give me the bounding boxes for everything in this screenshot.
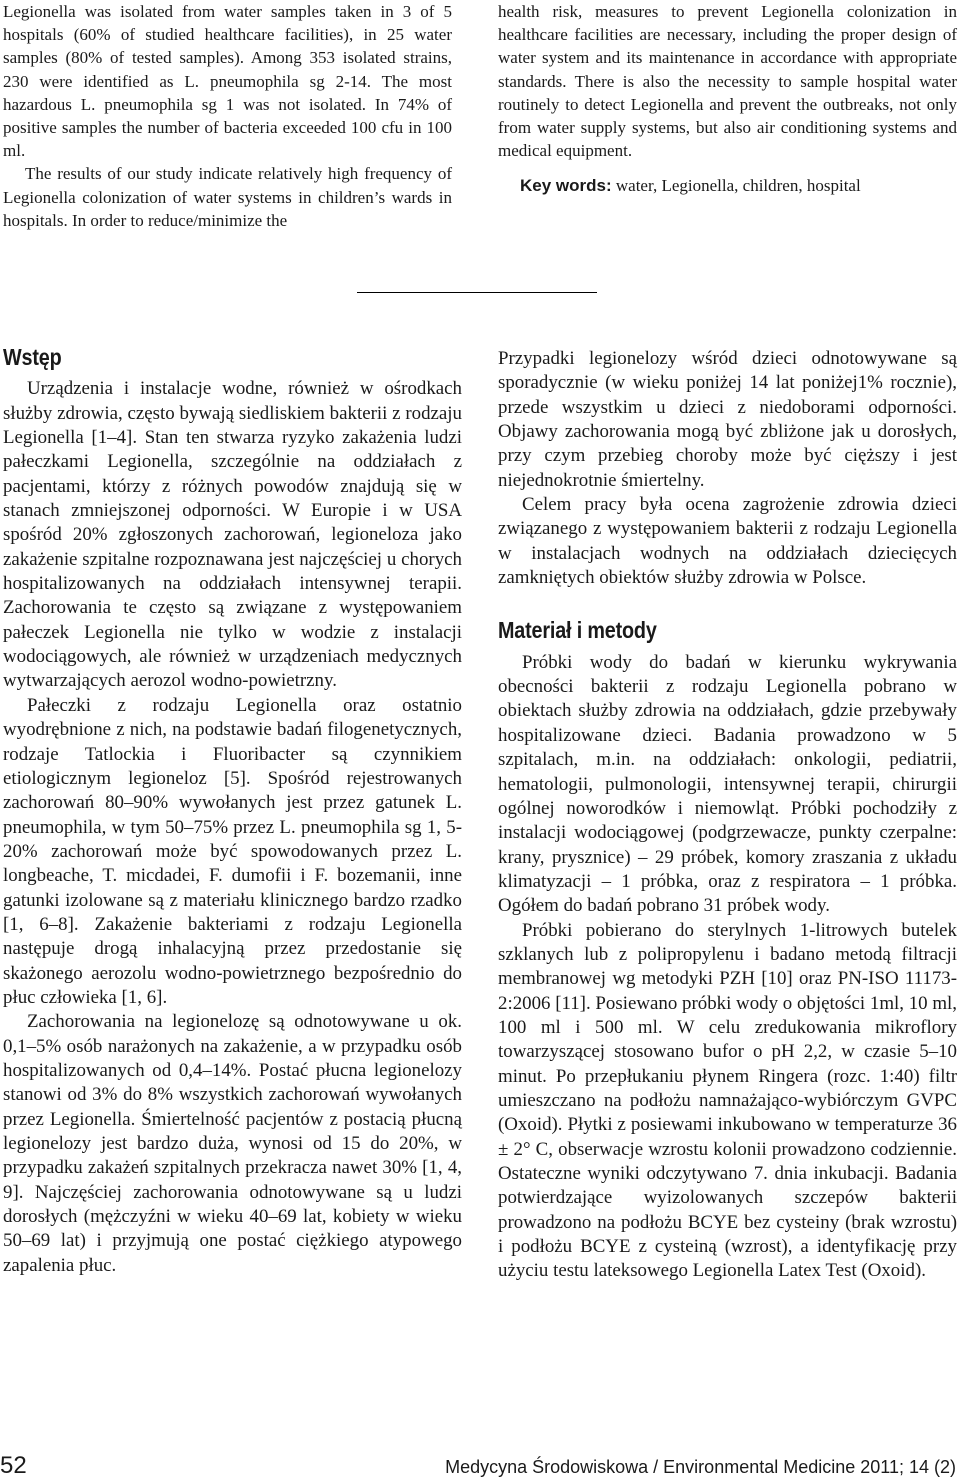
section-title-intro: Wstęp xyxy=(3,344,62,370)
body-right-column xyxy=(498,347,957,1284)
keywords-label: Key words: xyxy=(520,176,612,196)
body-paragraph: Próbki pobierano do sterylnych 1-litrowych butelek szklanych lub z polipropylenu i badano metodą filtracji membranowej wg metodyki PZH [10] oraz PN-ISO 11173-2:2006 [11]. Posiewano próbki wody o objętości 1ml, 10 ml, 100 ml i 500 ml. W celu zredukowania mikroflory towarzyszącej stosowano bufor o pH 2,2, w czasie 5–10 minut. Po przepłukaniu płynem Ringera (rozc. 1:40) filtr umieszczano na podłożu namnażająco-wybiórczym GVPC (Oxoid). Płytki z posiewami inkubowano w temperaturze 36 ± 2° C, obserwacje wzrostu kolonii prowadzono codziennie. Ostateczne wyniki odczytywano 7. dnia inkubacji. Badania potwierdzające wyizolowanych szczepów bakterii prowadzono na podłożu BCYE bez cysteiny (brak wzrostu) i podłożu BCYE z cysteiną (wzrost), a identyfikację przy użyciu testu lateksowego Legionella Latex Test (Oxoid). xyxy=(498,919,957,1282)
abstract-paragraph: health risk, measures to prevent Legionella colonization in healthcare facilities are necessary, including the proper design of water system and its maintenance in accordance with appropriate standards. There is also the necessity to sample hospital water routinely to detect Legionella and prevent the outbreaks, not only from water supply systems, but also air conditioning systems and medical equipment. xyxy=(498,2,957,161)
keywords-line xyxy=(498,174,957,197)
keywords-value: water, Legionella, children, hospital xyxy=(615,176,861,196)
body-paragraph: Urządzenia i instalacje wodne, również w ośrodkach służby zdrowia, często bywają siedliskiem bakterii z rodzaju Legionella [1–4]. Stan ten stwarza ryzyko zakażenia ludzi pałeczkami Legionella, szczególnie na oddziałach z pacjentami, którzy z różnych powodów znajdują się w stanach zmniejszonej odporności. W Europie i w USA spośród 20% zgłoszonych zachorowań, legioneloza jako zakażenie szpitalne rozpoznawana jest najczęściej u chorych hospitalizowanych na oddziałach intensywnej terapii. Zachorowania te często są związane z występowaniem pałeczek Legionella nie tylko w wodzie z instalacji wodociągowych, ale również w urządzeniach medycznych wytwarzających aerozol wodno-powietrzny. xyxy=(3,378,462,692)
abstract-right-column xyxy=(498,0,957,198)
body-left-column xyxy=(3,345,462,1278)
section-title-methods: Materiał i metody xyxy=(498,617,657,644)
page-number: 52 xyxy=(0,1452,27,1479)
body-paragraph: Pałeczki z rodzaju Legionella oraz ostatnio wyodrębnione z nich, na podstawie badań filogenetycznych, rodzaje Tatlockia i Fluoribacter są czynnikiem etiologicznym legioneloz [5]. Spośród rejestrowanych zachorowań 80–90% wywołanych jest przez gatunek L. pneumophila, w tym 50–75% przez L. pneumophila sg 1, 5-20% zachorowań może być spowodowanych przez L. longbeache, T. micdadei, F. dumofii i F. bozemanii, inne gatunki izolowane są z materiału klinicznego bardzo rzadko [1, 6–8]. Zakażenie bakteriami z rodzaju Legionella następuje drogą inhalacyjną przez przedostanie się skażonego aerozolu wodno-powietrznego bezpośrednio do płuc człowieka [1, 6]. xyxy=(3,694,462,1008)
abstract-paragraph: Legionella was isolated from water samples taken in 3 of 5 hospitals (60% of studied healthcare facilities), in 25 water samples (80% of tested samples). Among 353 isolated strains, 230 were identified as L. pneumophila sg 2-14. The most hazardous L. pneumophila sg 1 was not isolated. In 74% of positive samples the number of bacteria exceeded 100 cfu in 100 ml. xyxy=(3,2,452,161)
abstract-paragraph: The results of our study indicate relatively high frequency of Legionella colonization of water systems in children’s wards in hospitals. In order to reduce/minimize the xyxy=(3,164,452,230)
body-paragraph: Celem pracy była ocena zagrożenie zdrowia dzieci związanego z występowaniem bakterii z rodzaju Legionella w instalacjach wodnych na oddziałach dziecięcych zamkniętych obiektów służby zdrowia w Polsce. xyxy=(498,494,957,589)
abstract-left-column xyxy=(3,0,452,232)
body-paragraph: Przypadki legionelozy wśród dzieci odnotowywane są sporadycznie (w wieku poniżej 14 lat poniżej1% rocznie), przede wszystkim u dzieci z niedoborami odporności. Objawy zachorowania mogą być zbliżone jak u dorosłych, przy czym przebieg choroby może być cięższy i jest niejednokrotnie śmiertelny. xyxy=(498,348,957,491)
journal-citation: Medycyna Środowiskowa / Environmental Medicine 2011; 14 (2) xyxy=(445,1457,956,1477)
section-divider xyxy=(357,292,597,293)
body-paragraph: Zachorowania na legionelozę są odnotowywane u ok. 0,1–5% osób narażonych na zakażenie, a w przypadku osób hospitalizowanych od 0,4–14%. Postać płucna legionelozy stanowi od 3% do 8% wszystkich zachorowań wywołanych przez Legionella. Śmiertelność pacjentów z postacią płucną legionelozy jest bardzo duża, wynosi od 15 do 20%, w przypadku zakażeń szpitalnych przekracza nawet 30% [1, 4, 9]. Najczęściej zachorowania odnotowywane są u ludzi dorosłych (mężczyźni w wieku 40–69 lat, kobiety w wieku 50–69 lat) i przyjmują one postać ciężkiego atypowego zapalenia płuc. xyxy=(3,1011,462,1276)
body-paragraph: Próbki wody do badań w kierunku wykrywania obecności bakterii z rodzaju Legionella pobrano w obiektach służby zdrowia na oddziałach, gdzie przebywały hospitalizowane dzieci. Badania prowadzono w 5 szpitalach, m.in. na oddziałach: onkologii, pediatrii, hematologii, pulmonologii, intensywnej terapii, chirurgii ogólnej noworodków i niemowląt. Próbki pochodziły z instalacji wodociągowej (podgrzewacze, punkty czerpalne: krany, prysznice) – 29 próbek, komory zraszania z układu klimatyzacji – 1 próbka, oraz z respiratora – 1 próbka. Ogółem do badań pobrano 31 próbek wody. xyxy=(498,651,957,917)
